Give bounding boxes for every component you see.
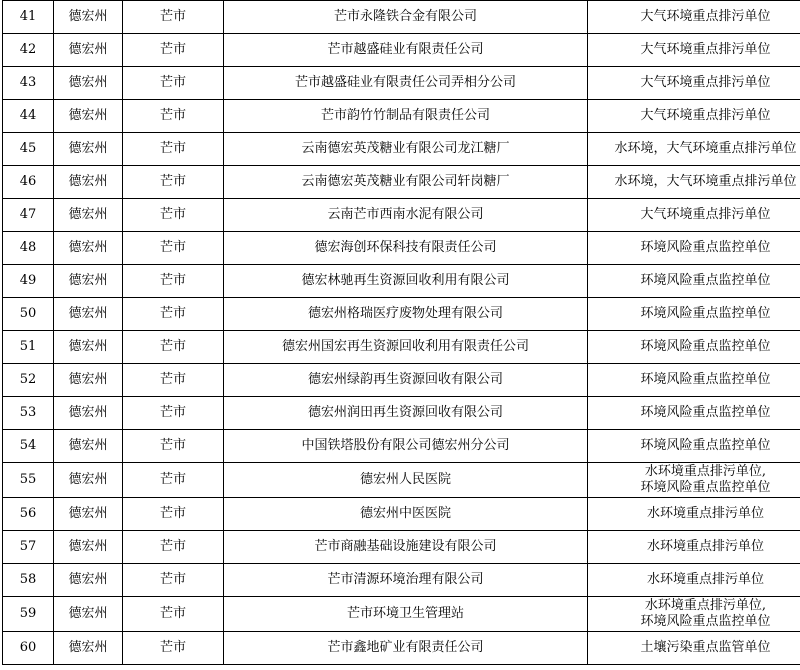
company-name-cell: 芒市清源环境治理有限公司: [224, 564, 588, 597]
row-number-cell: 54: [3, 430, 54, 463]
county-cell: 芒市: [123, 199, 224, 232]
table-row: [3, 100, 800, 133]
table-row: [3, 1, 800, 34]
county-cell: 芒市: [123, 1, 224, 34]
county-cell: 芒市: [123, 133, 224, 166]
table-row: [3, 133, 800, 166]
company-name-cell: 德宏海创环保科技有限责任公司: [224, 232, 588, 265]
table-row: [3, 564, 800, 597]
unit-type-cell: [588, 133, 800, 166]
prefecture-cell: 德宏州: [54, 364, 123, 397]
row-number-cell: 58: [3, 564, 54, 597]
row-number-cell: 41: [3, 1, 54, 34]
table-row: [3, 34, 800, 67]
table-row: [3, 67, 800, 100]
company-name-cell: 芒市越盛硅业有限责任公司: [224, 34, 588, 67]
unit-type-line: 土壤污染重点监管单位: [640, 640, 771, 655]
county-cell: 芒市: [123, 67, 224, 100]
table-row: [3, 632, 800, 665]
prefecture-cell: 德宏州: [54, 100, 123, 133]
table-row: [3, 298, 800, 331]
company-name-cell: 德宏州格瑞医疗废物处理有限公司: [224, 298, 588, 331]
unit-type-cell: [588, 531, 800, 564]
unit-type-line: 水环境，大气环境重点排污单位: [614, 174, 797, 189]
unit-type-line: 大气环境重点排污单位: [640, 9, 771, 24]
table-row: [3, 397, 800, 430]
table-row: [3, 199, 800, 232]
table-row: [3, 597, 800, 632]
county-cell: 芒市: [123, 34, 224, 67]
unit-type-line: 环境风险重点监控单位: [640, 306, 771, 321]
unit-type-cell: [588, 298, 800, 331]
table-row: [3, 430, 800, 463]
unit-type-cell: [588, 100, 800, 133]
unit-type-cell: [588, 166, 800, 199]
row-number-cell: 47: [3, 199, 54, 232]
county-cell: 芒市: [123, 298, 224, 331]
prefecture-cell: 德宏州: [54, 67, 123, 100]
county-cell: 芒市: [123, 397, 224, 430]
row-number-cell: 60: [3, 632, 54, 665]
prefecture-cell: 德宏州: [54, 430, 123, 463]
unit-type-cell: [588, 463, 800, 498]
company-name-cell: 德宏州润田再生资源回收有限公司: [224, 397, 588, 430]
unit-type-line: 水环境重点排污单位: [646, 506, 764, 521]
unit-type-line: 大气环境重点排污单位: [640, 108, 771, 123]
prefecture-cell: 德宏州: [54, 232, 123, 265]
county-cell: 芒市: [123, 632, 224, 665]
prefecture-cell: 德宏州: [54, 463, 123, 498]
row-number-cell: 45: [3, 133, 54, 166]
prefecture-cell: 德宏州: [54, 34, 123, 67]
county-cell: 芒市: [123, 463, 224, 498]
unit-type-line: 环境风险重点监控单位: [640, 372, 771, 387]
unit-type-cell: [588, 232, 800, 265]
unit-type-line: 大气环境重点排污单位: [640, 75, 771, 90]
unit-type-line: 环境风险重点监控单位: [640, 240, 771, 255]
prefecture-cell: 德宏州: [54, 331, 123, 364]
table-row: [3, 364, 800, 397]
county-cell: 芒市: [123, 232, 224, 265]
unit-type-cell: [588, 331, 800, 364]
unit-type-cell: [588, 564, 800, 597]
row-number-cell: 49: [3, 265, 54, 298]
company-name-cell: 德宏州中医医院: [224, 498, 588, 531]
company-name-cell: 芒市越盛硅业有限责任公司弄相分公司: [224, 67, 588, 100]
prefecture-cell: 德宏州: [54, 564, 123, 597]
table-row: [3, 265, 800, 298]
company-name-cell: 芒市永隆铁合金有限公司: [224, 1, 588, 34]
row-number-cell: 42: [3, 34, 54, 67]
prefecture-cell: 德宏州: [54, 166, 123, 199]
unit-type-cell: [588, 498, 800, 531]
unit-type-line: 环境风险重点监控单位: [640, 438, 771, 453]
row-number-cell: 59: [3, 597, 54, 632]
county-cell: 芒市: [123, 100, 224, 133]
unit-type-line: 环境风险重点监控单位: [640, 480, 771, 495]
prefecture-cell: 德宏州: [54, 498, 123, 531]
company-name-cell: 芒市环境卫生管理站: [224, 597, 588, 632]
unit-type-line: 环境风险重点监控单位: [640, 614, 771, 629]
company-name-cell: 德宏州国宏再生资源回收利用有限责任公司: [224, 331, 588, 364]
prefecture-cell: 德宏州: [54, 199, 123, 232]
table-row: [3, 331, 800, 364]
unit-type-cell: [588, 1, 800, 34]
county-cell: 芒市: [123, 531, 224, 564]
unit-type-cell: [588, 67, 800, 100]
row-number-cell: 43: [3, 67, 54, 100]
company-name-cell: 德宏州绿韵再生资源回收有限公司: [224, 364, 588, 397]
table-row: [3, 166, 800, 199]
unit-type-line: 环境风险重点监控单位: [640, 339, 771, 354]
prefecture-cell: 德宏州: [54, 531, 123, 564]
row-number-cell: 53: [3, 397, 54, 430]
company-name-cell: 云南德宏英茂糖业有限公司龙江糖厂: [224, 133, 588, 166]
prefecture-cell: 德宏州: [54, 265, 123, 298]
county-cell: 芒市: [123, 498, 224, 531]
county-cell: 芒市: [123, 265, 224, 298]
row-number-cell: 51: [3, 331, 54, 364]
unit-type-line: 环境风险重点监控单位: [640, 405, 771, 420]
unit-type-cell: [588, 430, 800, 463]
unit-type-cell: [588, 364, 800, 397]
unit-type-line: 水环境，大气环境重点排污单位: [614, 141, 797, 156]
pollution-units-table: [2, 0, 800, 665]
unit-type-line: 水环境重点排污单位: [646, 539, 764, 554]
prefecture-cell: 德宏州: [54, 298, 123, 331]
county-cell: 芒市: [123, 564, 224, 597]
unit-type-cell: [588, 632, 800, 665]
row-number-cell: 52: [3, 364, 54, 397]
prefecture-cell: 德宏州: [54, 397, 123, 430]
table-row: [3, 531, 800, 564]
row-number-cell: 50: [3, 298, 54, 331]
county-cell: 芒市: [123, 166, 224, 199]
table-row: [3, 232, 800, 265]
unit-type-line: 大气环境重点排污单位: [640, 42, 771, 57]
unit-type-cell: [588, 597, 800, 632]
company-name-cell: 云南德宏英茂糖业有限公司轩岗糖厂: [224, 166, 588, 199]
row-number-cell: 57: [3, 531, 54, 564]
unit-type-cell: [588, 265, 800, 298]
company-name-cell: 芒市商融基础设施建设有限公司: [224, 531, 588, 564]
row-number-cell: 55: [3, 463, 54, 498]
prefecture-cell: 德宏州: [54, 597, 123, 632]
unit-type-line: 水环境重点排污单位,: [644, 598, 767, 613]
table-row: [3, 498, 800, 531]
unit-type-cell: [588, 397, 800, 430]
prefecture-cell: 德宏州: [54, 1, 123, 34]
row-number-cell: 46: [3, 166, 54, 199]
company-name-cell: 中国铁塔股份有限公司德宏州分公司: [224, 430, 588, 463]
prefecture-cell: 德宏州: [54, 133, 123, 166]
county-cell: 芒市: [123, 430, 224, 463]
county-cell: 芒市: [123, 331, 224, 364]
unit-type-cell: [588, 199, 800, 232]
table-row: [3, 463, 800, 498]
row-number-cell: 44: [3, 100, 54, 133]
unit-type-line: 水环境重点排污单位,: [644, 464, 767, 479]
table-body: [3, 1, 800, 665]
unit-type-line: 环境风险重点监控单位: [640, 273, 771, 288]
unit-type-line: 大气环境重点排污单位: [640, 207, 771, 222]
county-cell: 芒市: [123, 364, 224, 397]
unit-type-line: 水环境重点排污单位: [646, 572, 764, 587]
company-name-cell: 德宏州人民医院: [224, 463, 588, 498]
unit-type-cell: [588, 34, 800, 67]
county-cell: 芒市: [123, 597, 224, 632]
row-number-cell: 56: [3, 498, 54, 531]
prefecture-cell: 德宏州: [54, 632, 123, 665]
row-number-cell: 48: [3, 232, 54, 265]
company-name-cell: 德宏林驰再生资源回收利用有限公司: [224, 265, 588, 298]
company-name-cell: 芒市鑫地矿业有限责任公司: [224, 632, 588, 665]
company-name-cell: 芒市韵竹竹制品有限责任公司: [224, 100, 588, 133]
company-name-cell: 云南芒市西南水泥有限公司: [224, 199, 588, 232]
